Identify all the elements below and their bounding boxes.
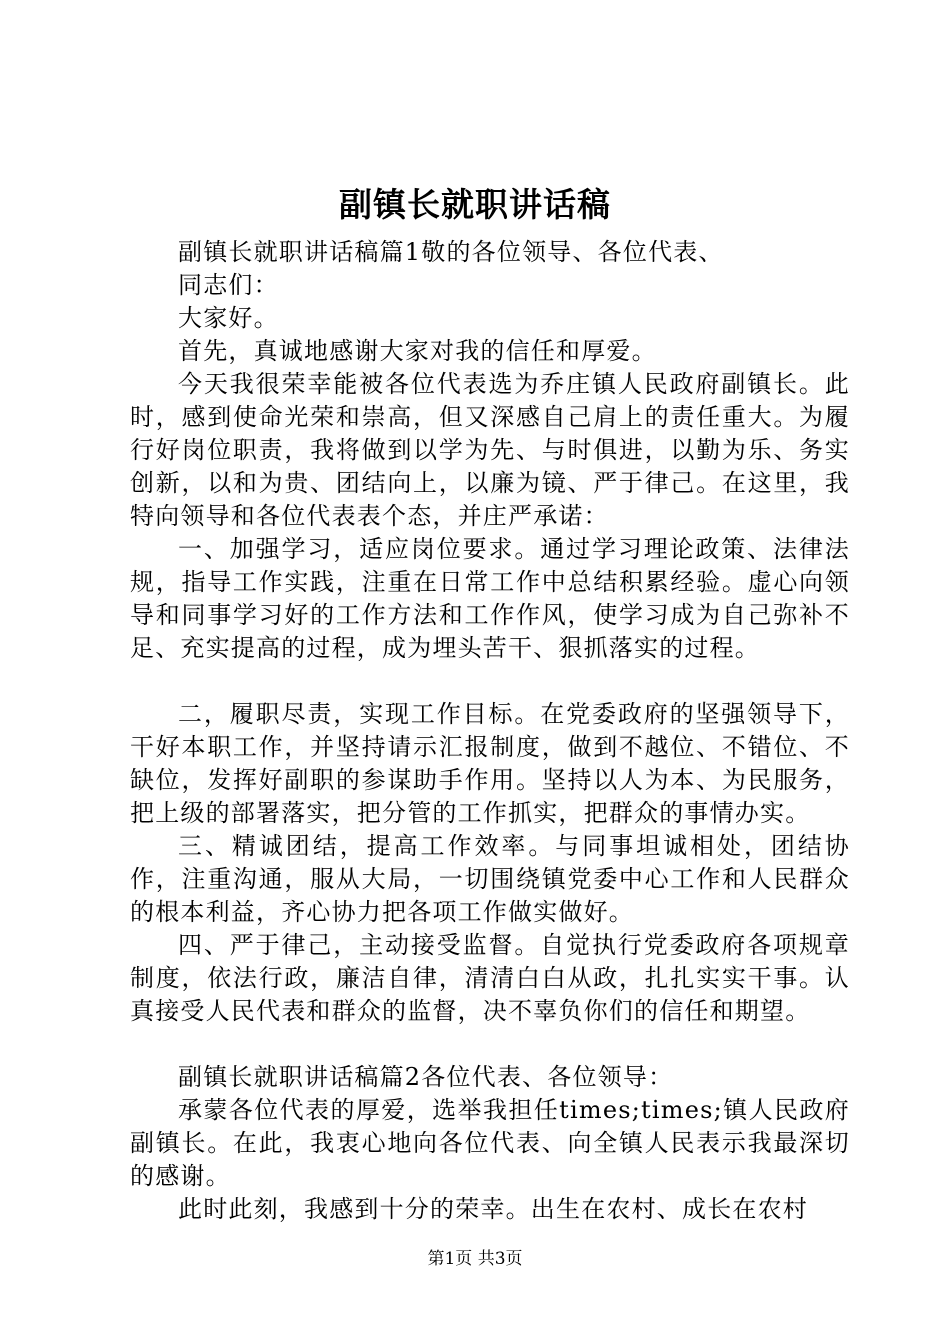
paragraph: 同志们：	[178, 271, 279, 299]
paragraph: 四、严于律己，主动接受监督。自觉执行党委政府各项规章制度，依法行政，廉洁自律，清清白白从政，扎扎实实干事。认真接受人民代表和群众的监督，决不辜负你们的信任和期望。	[130, 931, 850, 1025]
paragraph: 大家好。	[178, 304, 279, 332]
paragraph: 今天我很荣幸能被各位代表选为乔庄镇人民政府副镇长。此时，感到使命光荣和崇高，但又深感自己肩上的责任重大。为履行好岗位职责，我将做到以学为先、与时俱进，以勤为乐、务实创新，以和为贵、团结向上，以廉为镜、严于律己。在这里，我特向领导和各位代表表个态，并庄严承诺：	[130, 370, 850, 530]
page-footer: 第1页 共3页	[427, 1249, 523, 1269]
paragraph: 二，履职尽责，实现工作目标。在党委政府的坚强领导下，干好本职工作，并坚持请示汇报制度，做到不越位、不错位、不缺位，发挥好副职的参谋助手作用。坚持以人为本、为民服务，把上级的部署落实，把分管的工作抓实，把群众的事情办实。	[130, 700, 850, 827]
paragraph: 首先，真诚地感谢大家对我的信任和厚爱。	[178, 337, 657, 365]
page-title: 副镇长就职讲话稿	[339, 185, 611, 224]
paragraph: 承蒙各位代表的厚爱，选举我担任times;times;镇人民政府副镇长。在此，我衷心地向各位代表、向全镇人民表示我最深切的感谢。	[130, 1096, 850, 1190]
paragraph: 一、加强学习，适应岗位要求。通过学习理论政策、法律法规，指导工作实践，注重在日常工作中总结积累经验。虚心向领导和同事学习好的工作方法和工作作风，使学习成为自己弥补不足、充实提高的过程，成为埋头苦干、狠抓落实的过程。	[130, 535, 850, 662]
paragraph: 此时此刻，我感到十分的荣幸。出生在农村、成长在农村	[178, 1195, 808, 1223]
paragraph: 副镇长就职讲话稿篇1敬的各位领导、各位代表、	[178, 238, 724, 266]
paragraph: 副镇长就职讲话稿篇2各位代表、各位领导：	[178, 1063, 674, 1091]
paragraph: 三、精诚团结，提高工作效率。与同事坦诚相处，团结协作，注重沟通，服从大局，一切围绕镇党委中心工作和人民群众的根本利益，齐心协力把各项工作做实做好。	[130, 832, 850, 926]
document-body	[130, 236, 850, 1226]
